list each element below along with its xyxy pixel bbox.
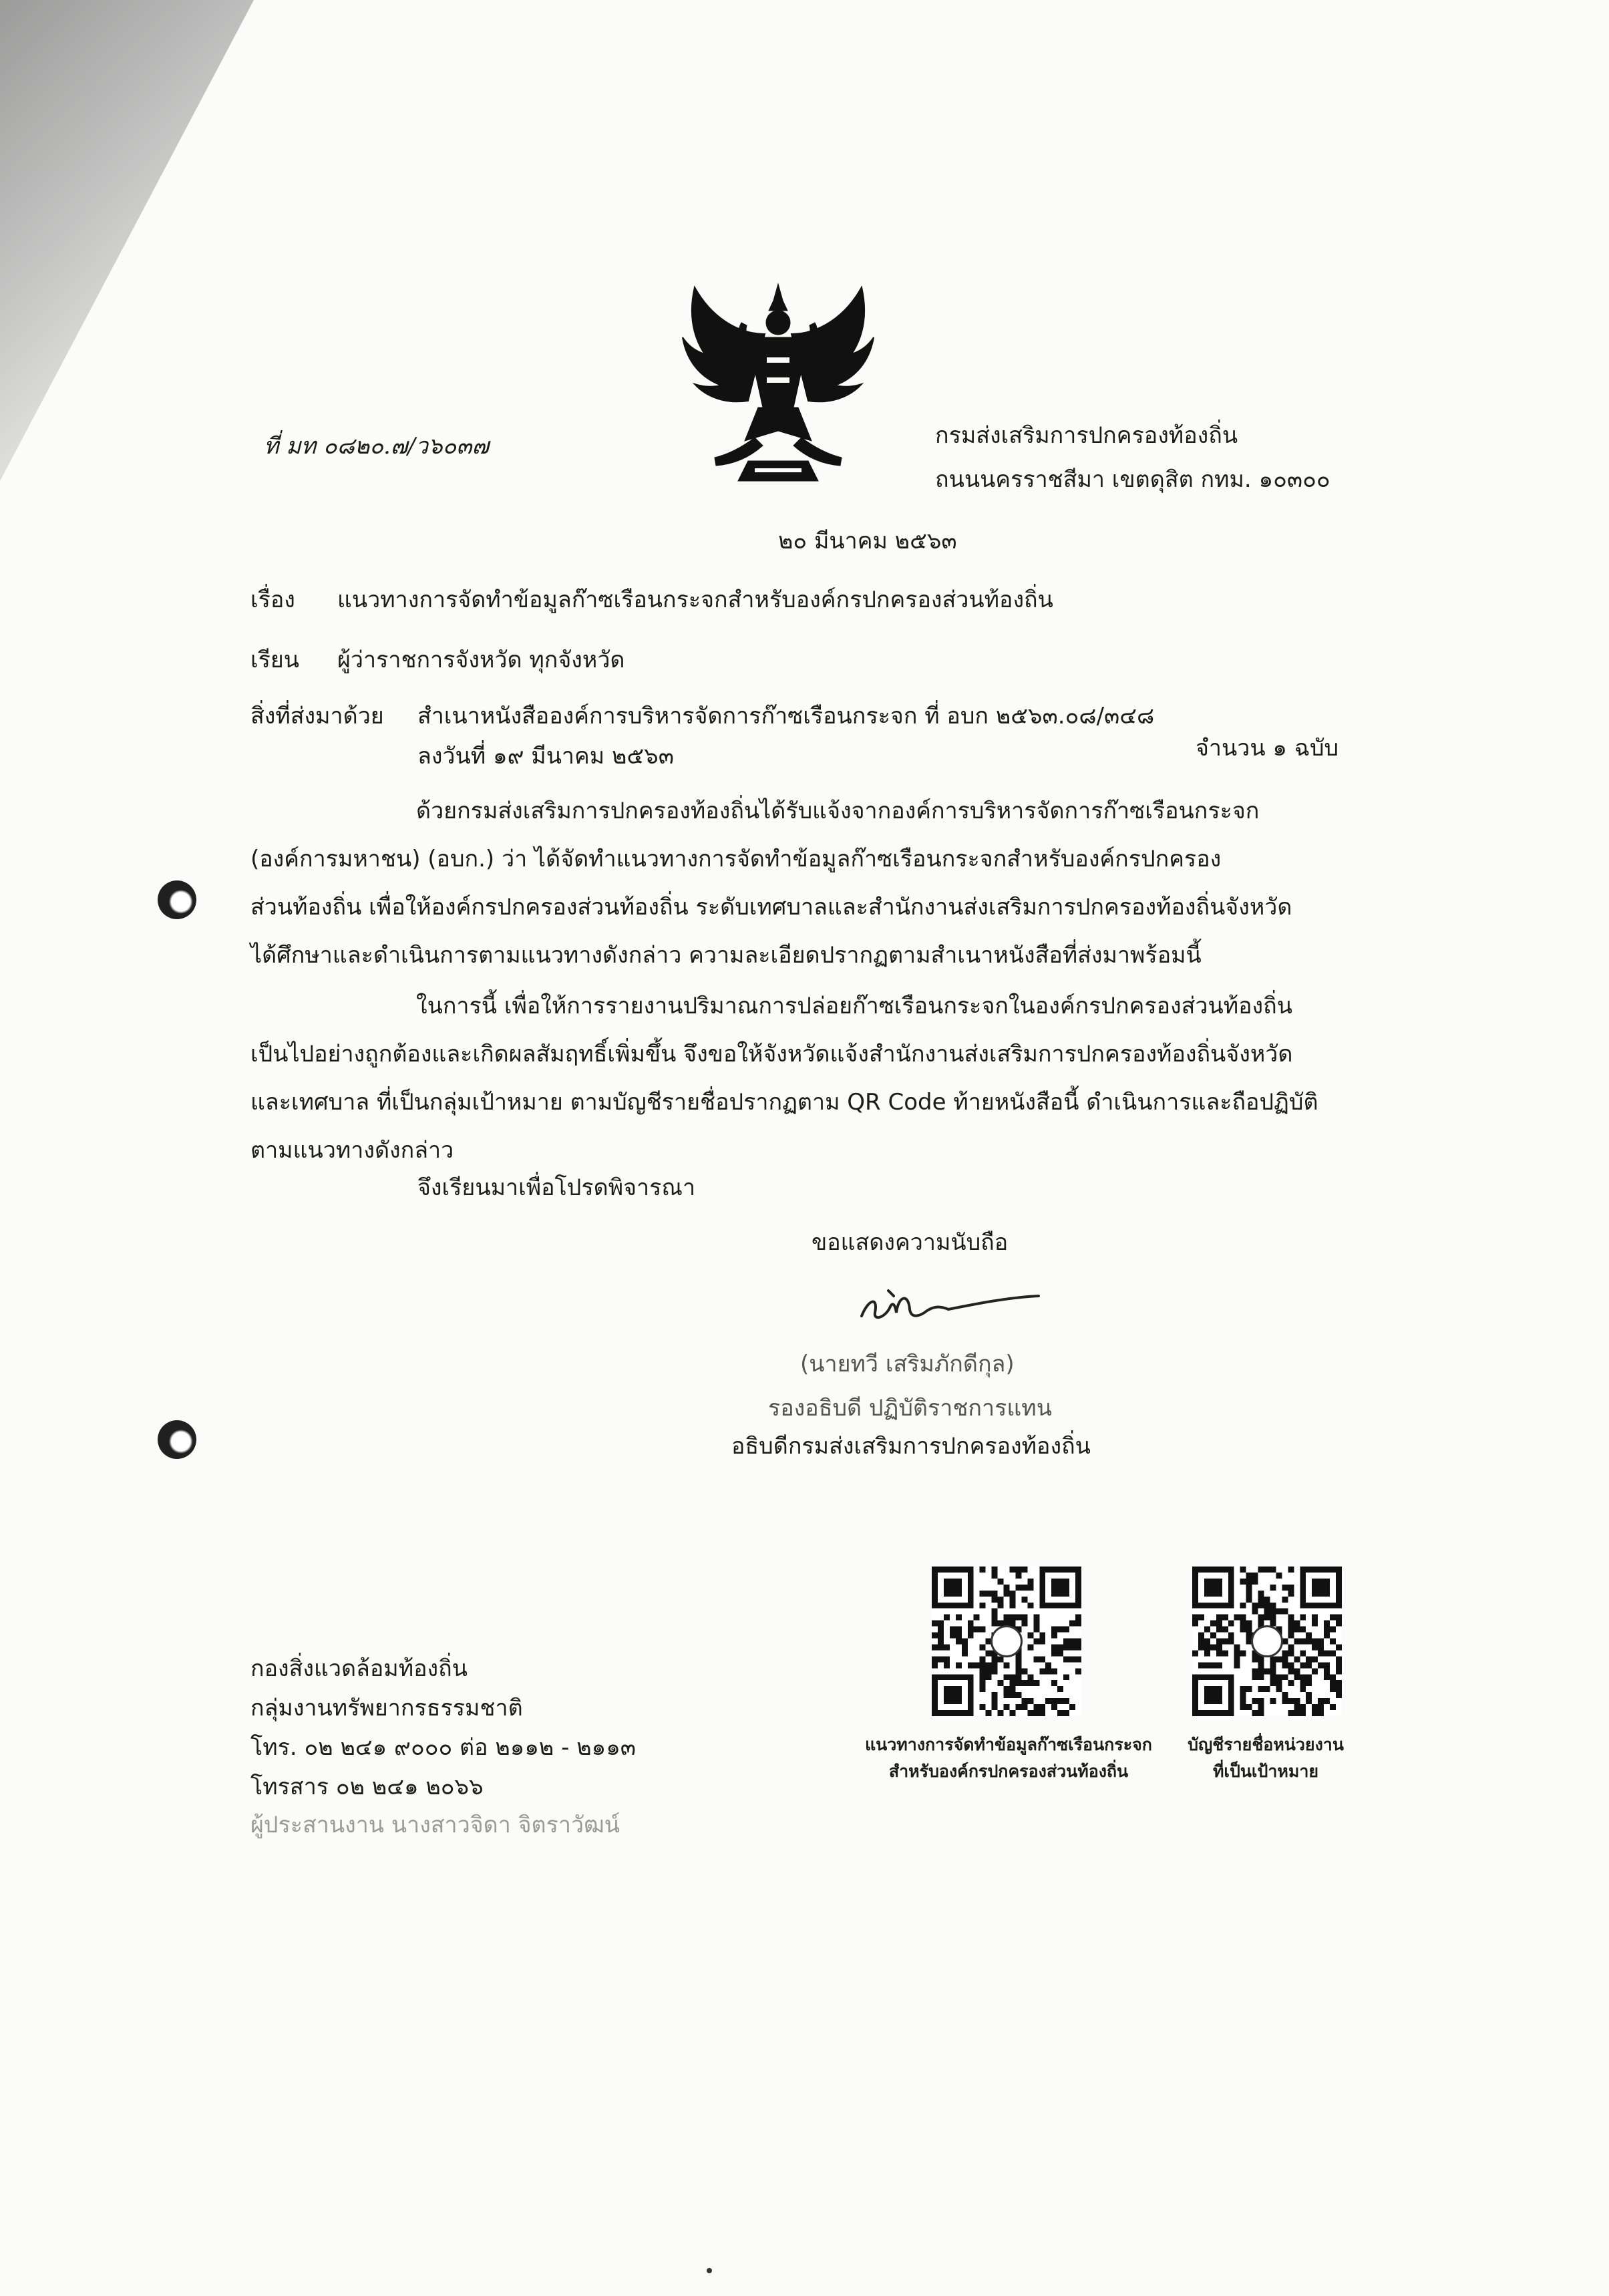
- qr-code-icon: [932, 1567, 1081, 1716]
- agency-name: กรมส่งเสริมการปกครองท้องถิ่น: [935, 422, 1238, 449]
- enclosure-quantity: จำนวน ๑ ฉบับ: [1196, 735, 1339, 762]
- qr-caption-1: [835, 1732, 1182, 1785]
- qr-caption-line: บัญชีรายชื่อหน่วยงาน: [1188, 1735, 1344, 1754]
- punch-hole-upper: [158, 880, 196, 919]
- paragraph-line: ส่วนท้องถิ่น เพื่อให้องค์กรปกครองส่วนท้องถิ่น ระดับเทศบาลและสำนักงานส่งเสริมการปกครองท้องถิ่นจังหวัด: [250, 894, 1292, 921]
- enclosure-line-2: ลงวันที่ ๑๙ มีนาคม ๒๕๖๓: [417, 743, 674, 770]
- enclosure-label: สิ่งที่ส่งมาด้วย: [250, 703, 384, 729]
- paragraph-line: (องค์การมหาชน) (อบก.) ว่า ได้จัดทำแนวทางการจัดทำข้อมูลก๊าซเรือนกระจกสำหรับองค์กรปกครอง: [250, 846, 1222, 872]
- closing-salutation: ขอแสดงความนับถือ: [812, 1229, 1009, 1256]
- signer-position-2: อธิบดีกรมส่งเสริมการปกครองท้องถิ่น: [731, 1433, 1091, 1460]
- closing-request: จึงเรียนมาเพื่อโปรดพิจารณา: [417, 1174, 696, 1201]
- garuda-emblem-icon: [675, 271, 882, 491]
- punch-hole-lower: [158, 1420, 196, 1459]
- paragraph-line: ในการนี้ เพื่อให้การรายงานปริมาณการปล่อยก๊าซเรือนกระจกในองค์กรปกครองส่วนท้องถิ่น: [416, 993, 1292, 1019]
- subject-text: แนวทางการจัดทำข้อมูลก๊าซเรือนกระจกสำหรับองค์กรปกครองส่วนท้องถิ่น: [337, 587, 1053, 613]
- signer-name: (นายทวี เสริมภักดีกุล): [800, 1351, 1015, 1377]
- paragraph-line: และเทศบาล ที่เป็นกลุ่มเป้าหมาย ตามบัญชีรายชื่อปรากฏตาม QR Code ท้ายหนังสือนี้ ดำเนินการและถือปฏิบัติ: [250, 1089, 1318, 1116]
- qr-caption-line: สำหรับองค์กรปกครองส่วนท้องถิ่น: [888, 1762, 1129, 1781]
- recipient-label: เรียน: [250, 647, 300, 673]
- scan-speck: [707, 2268, 712, 2273]
- paragraph-line: ตามแนวทางดังกล่าว: [250, 1137, 454, 1164]
- qr-logo-badge: [1251, 1625, 1283, 1657]
- enclosure-line-1: สำเนาหนังสือองค์การบริหารจัดการก๊าซเรือนกระจก ที่ อบก ๒๕๖๓.๐๘/๓๔๘: [417, 703, 1155, 729]
- contact-division: กองสิ่งแวดล้อมท้องถิ่น: [250, 1655, 468, 1682]
- paragraph-line: เป็นไปอย่างถูกต้องและเกิดผลสัมฤทธิ์เพิ่มขึ้น จึงขอให้จังหวัดแจ้งสำนักงานส่งเสริมการปกครองท้องถิ่นจังหวัด: [250, 1041, 1293, 1068]
- body-paragraph-1: [250, 787, 1353, 979]
- qr-caption-line: ที่เป็นเป้าหมาย: [1212, 1762, 1319, 1781]
- handwritten-signature: [848, 1276, 1049, 1336]
- agency-address: ถนนนครราชสีมา เขตดุสิต กทม. ๑๐๓๐๐: [935, 466, 1330, 493]
- contact-phone: โทร. ๐๒ ๒๔๑ ๙๐๐๐ ต่อ ๒๑๑๒ - ๒๑๑๓: [250, 1734, 637, 1761]
- paragraph-line: ด้วยกรมส่งเสริมการปกครองท้องถิ่นได้รับแจ้งจากองค์การบริหารจัดการก๊าซเรือนกระจก: [416, 798, 1260, 824]
- qr-caption-line: แนวทางการจัดทำข้อมูลก๊าซเรือนกระจก: [865, 1735, 1152, 1754]
- letter-date: ๒๐ มีนาคม ๒๕๖๓: [778, 528, 957, 554]
- body-paragraph-2: [250, 982, 1353, 1174]
- signer-position-1: รองอธิบดี ปฏิบัติราชการแทน: [768, 1395, 1052, 1422]
- contact-coordinator: ผู้ประสานงาน นางสาวจิดา จิตราวัฒน์: [250, 1812, 620, 1838]
- subject-label: เรื่อง: [250, 587, 295, 613]
- qr-code-icon: [1192, 1567, 1342, 1716]
- recipient-text: ผู้ว่าราชการจังหวัด ทุกจังหวัด: [337, 647, 625, 673]
- contact-fax: โทรสาร ๐๒ ๒๔๑ ๒๐๖๖: [250, 1774, 484, 1800]
- qr-logo-badge: [991, 1625, 1023, 1657]
- qr-caption-2: [1159, 1732, 1373, 1785]
- reference-number: ที่ มท ๐๘๒๐.๗/ว๖๐๓๗: [264, 433, 490, 460]
- paragraph-line: ได้ศึกษาและดำเนินการตามแนวทางดังกล่าว ความละเอียดปรากฏตามสำเนาหนังสือที่ส่งมาพร้อมนี้: [250, 942, 1202, 969]
- contact-group: กลุ่มงานทรัพยากรธรรมชาติ: [250, 1695, 523, 1721]
- scan-corner-fold: [0, 0, 254, 481]
